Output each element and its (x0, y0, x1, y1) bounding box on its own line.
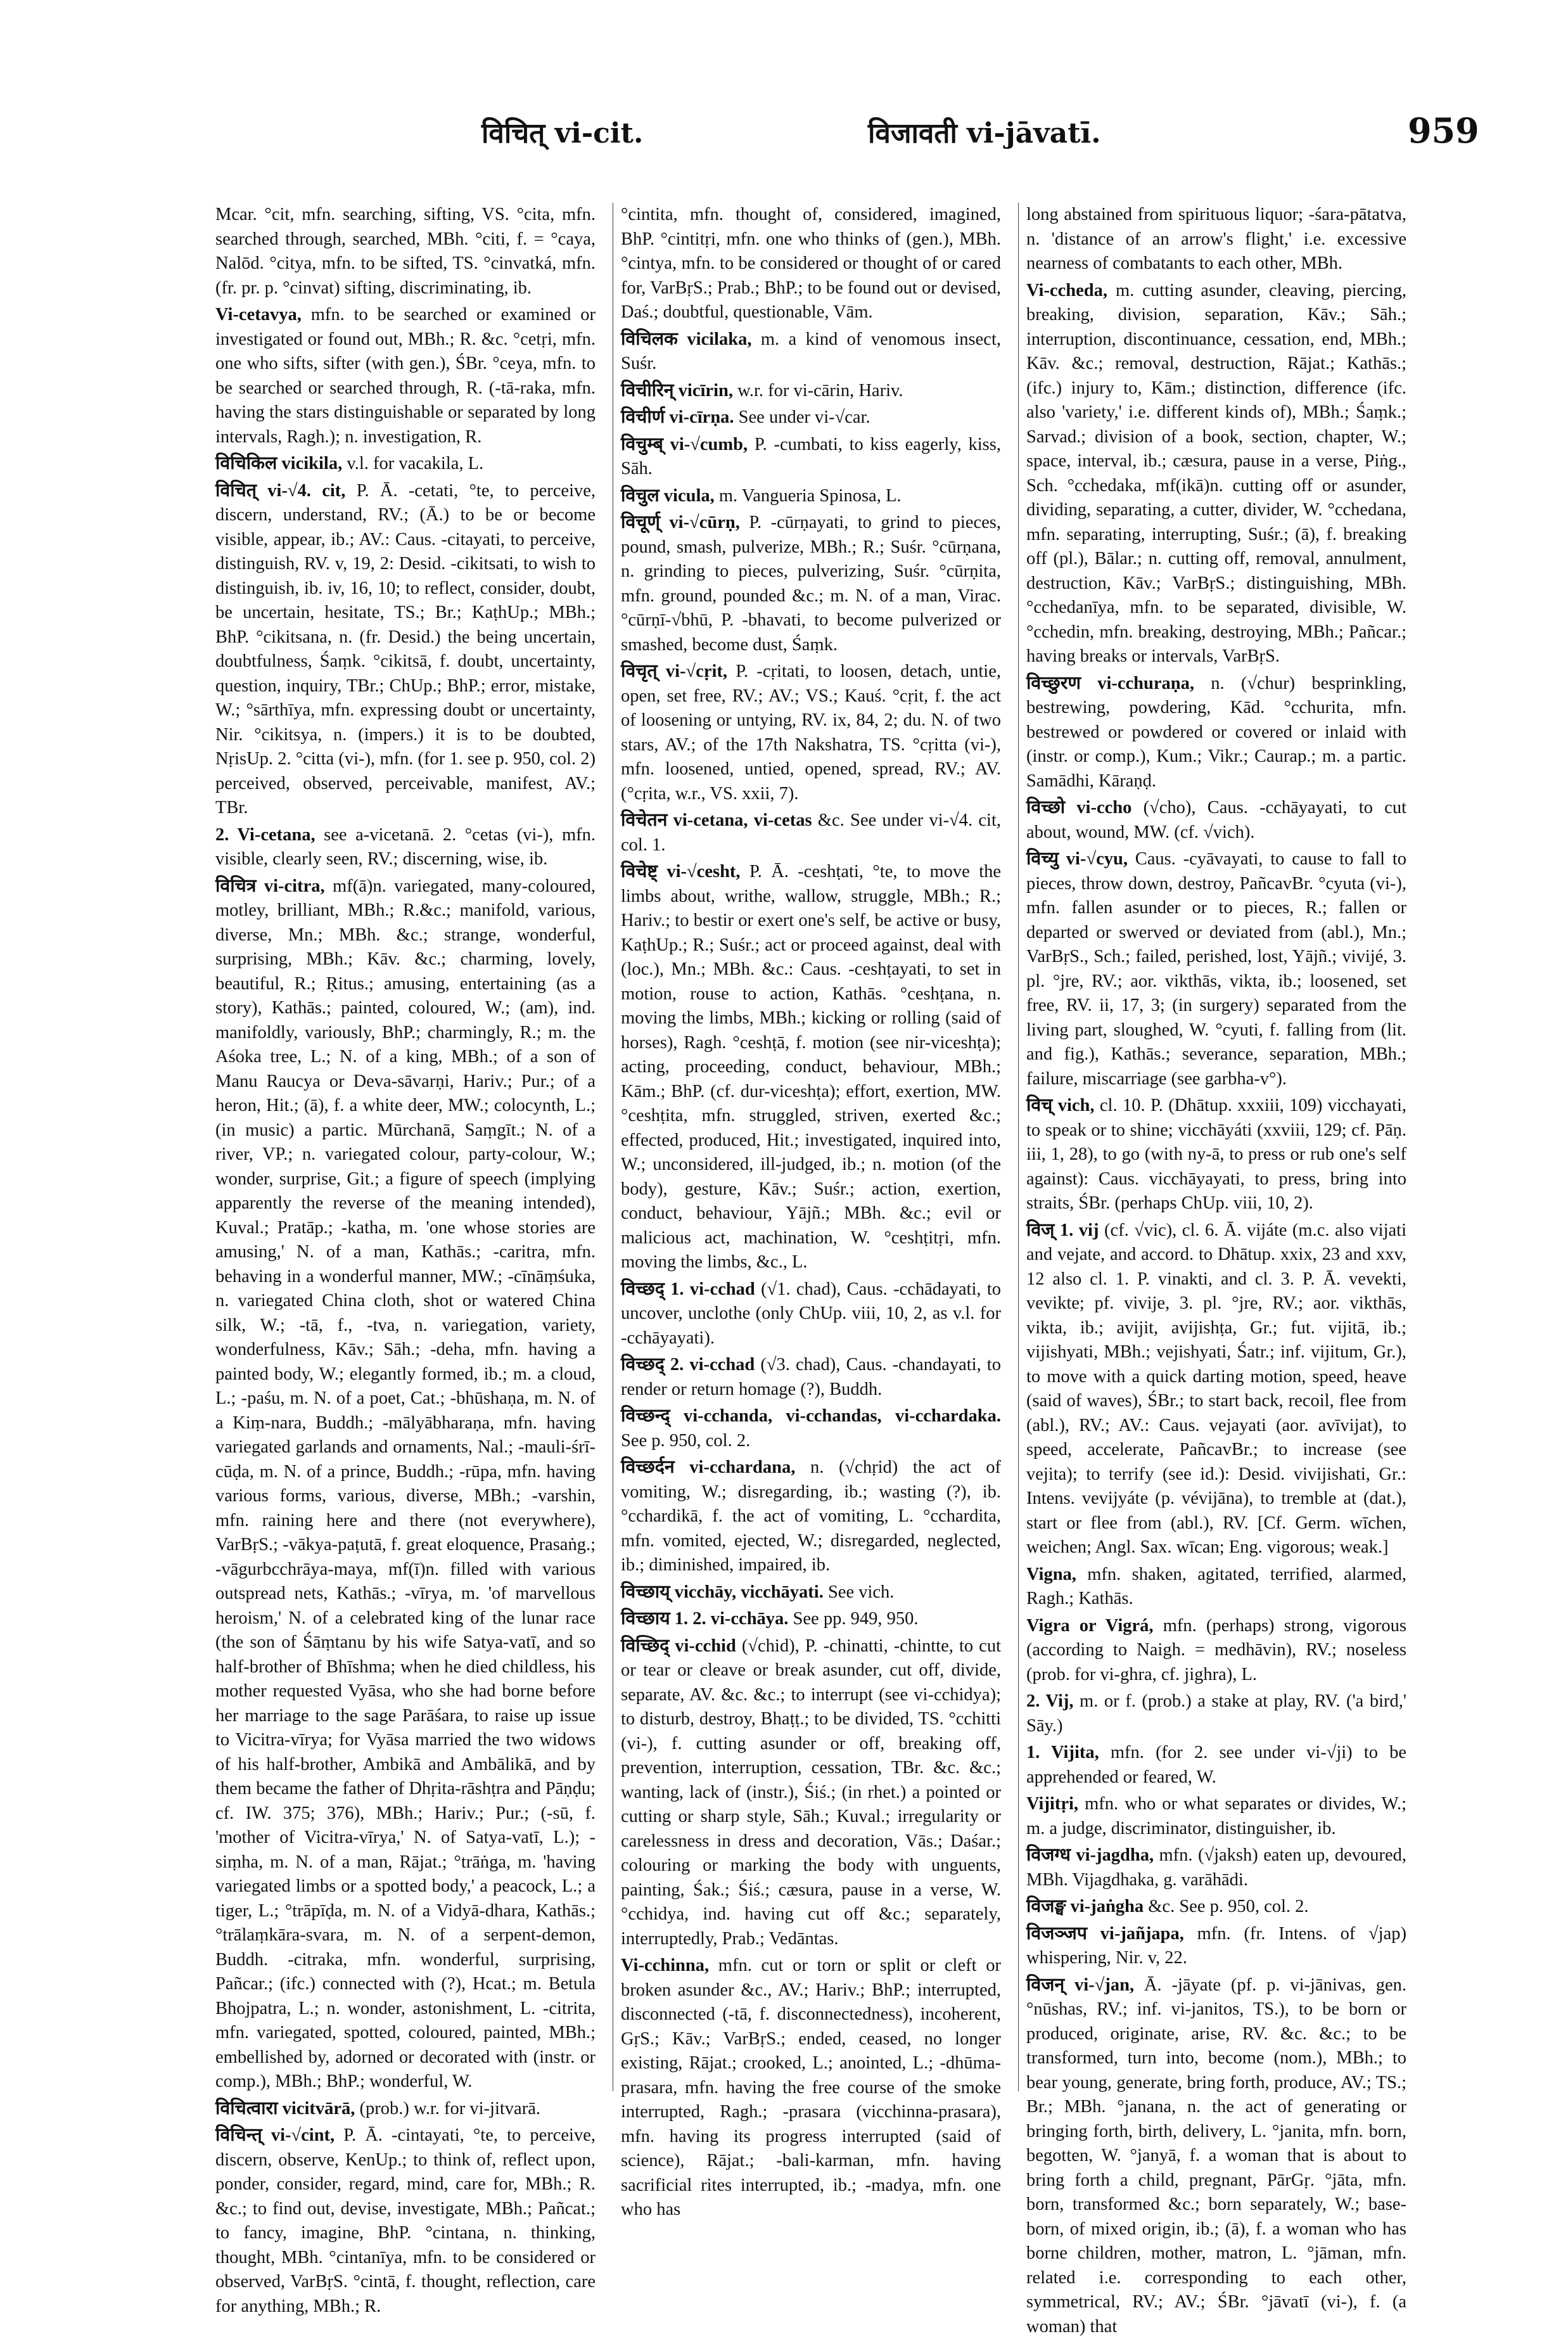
dictionary-entry (621, 511, 1001, 657)
dictionary-entry (1026, 279, 1406, 669)
entry-definition: (√chid), P. -chinatti, -chintte, to cut or tear or cleave or break asunder, cut off, divide, separate, AV. &c. &c.; to interrupt (see vi-cchidya); to disturb, destroy, Bhaṭṭ.; to be divided, TS. °cchitti (vi-), f. cutting asunder or off, breaking off, prevention, interruption, cessation, TBr. &c. &c.; wanting, lack of (instr.), Śiś.; (in rhet.) a pointed or cutting or sharp style, Sāh.; Kuval.; irregularity or carelessness in dress and decoration, Vās.; Daśar.; colouring or marking the body with unguents, painting, Śak.; Śiś.; cæsura, pause in a verse, W. °cchidya, ind. having cut off &c.; separately, interruptedly, Prab.; Vedāntas. (621, 1636, 1001, 1949)
entry-definition: mfn. to be searched or examined or investigated or found out, MBh.; R. &c. °cetṛi, mfn. one who sifts, sifter (with gen.), ŚBr. °ceya, mfn. to be searched or searched through, R. (-tā-raka, mfn. having the stars distinguishable or separated by long intervals, Ragh.); n. investigation, R. (215, 305, 596, 447)
dictionary-entry (1026, 203, 1406, 276)
dictionary-entry (621, 406, 1001, 430)
entry-definition: mfn. (for 2. see under vi-√ji) to be apprehended or feared, W. (1026, 1743, 1406, 1787)
dictionary-entry (621, 1954, 1001, 2222)
dictionary-entry (215, 2097, 596, 2122)
entry-definition: m. or f. (prob.) a stake at play, RV. ('a bird,' Sāy.) (1026, 1691, 1406, 1736)
entry-headword: Vigna, (1026, 1565, 1076, 1584)
entry-definition: long abstained from spirituous liquor; -śara-pātatva, n. 'distance of an arrow's flight,' i.e. excessive nearness of combatants to each other, MBh. (1026, 205, 1406, 273)
dictionary-entry (621, 328, 1001, 376)
entry-definition: (√1. chad), Caus. -cchādayati, to uncover, unclothe (only ChUp. viii, 10, 2, as v.l. for -cchāyayati). (621, 1279, 1001, 1348)
entry-headword: विचेष्ट् vi-√cesht, (621, 862, 741, 881)
entry-definition: P. Ā. -ceshṭati, °te, to move the limbs about, writhe, wallow, struggle, MBh.; R.; Hariv.; to bestir or exert one's self, be active or busy, KaṭhUp.; R.; Suśr.; act or proceed against, deal with (loc.), Mn.; MBh. &c.: Caus. -ceshṭayati, to set in motion, rouse to action, Kathās. °ceshṭana, n. moving the limbs, MBh.; kicking or rolling (said of horses), Ragh. °ceshṭā, f. motion (see nir-viceshṭa); acting, proceeding, conduct, behaviour, MBh.; Kām.; BhP. (cf. dur-viceshṭa); effort, exertion, MW. °ceshṭita, mfn. struggled, striven, exerted &c.; effected, produced, Hit.; investigated, inquired into, W.; unconsidered, ill-judged, ib.; n. motion (of the body), gesture, Kāv.; Suśr.; action, exertion, conduct, behaviour, Yājñ.; MBh. &c.; evil or malicious act, machination, W. °ceshṭitṛi, mfn. moving the limbs, &c., L. (621, 862, 1001, 1272)
entry-headword: विच्छर्दन vi-cchardana, (621, 1458, 795, 1477)
dictionary-entry (1026, 1741, 1406, 1790)
entry-definition: (prob.) w.r. for vi-jitvarā. (360, 2099, 540, 2118)
entry-headword: विजङ्घ vi-jaṅgha (1026, 1897, 1144, 1916)
dictionary-entry (215, 303, 596, 449)
entry-headword: विचीरिन् vicīrin, (621, 381, 733, 401)
entry-definition: Mcar. °cit, mfn. searching, sifting, VS. °cita, mfn. searched through, searched, MBh. °citi, f. = °caya, Nalōd. °citya, mfn. to be sifted, TS. °cinvatká, mfn. (fr. pr. p. °cinvat) sifting, discriminating, ib. (215, 205, 596, 298)
entry-headword: विचिकिल vicikila, (215, 454, 342, 473)
entry-headword: विचुम्ब् vi-√cumb, (621, 435, 748, 454)
entry-definition: mf(ā)n. variegated, many-coloured, motley, brilliant, MBh.; R.&c.; manifold, various, diverse, Mn.; MBh. &c.; strange, wonderful, surprising, MBh.; Kāv. &c.; charming, lovely, beautiful, R.; Ṛitus.; amusing, entertaining (as a story), Kathās.; painted, coloured, W.; (am), ind. manifoldly, variously, BhP.; charmingly, R.; m. the Aśoka tree, L.; N. of a king, MBh.; of a son of Manu Raucya or Deva-sāvarṇi, Hariv.; Pur.; of a heron, Hit.; (ā), f. a white deer, MW.; colocynth, L.; (in music) a partic. Mūrchanā, Saṃgīt.; N. of a river, VP.; n. variegated colour, party-colour, W.; wonder, surprise, Git.; a figure of speech (implying apparently the reverse of the meaning intended), Kuval.; Pratāp.; -katha, m. 'one whose stories are amusing,' N. of a man, Kathās.; -caritra, mfn. behaving in a wonderful manner, MW.; -cīnāṃśuka, n. variegated China cloth, shot or watered China silk, W.; -tā, f., -tva, n. variegation, variety, wonderfulness, Kāv.; Sāh.; -deha, mfn. having a painted body, W.; elegantly formed, ib.; m. a cloud, L.; -paśu, m. N. of a poet, Cat.; -bhūshaṇa, m. N. of a Kiṃ-nara, Buddh.; -mālyābharaṇa, mfn. having variegated garlands and ornaments, Nal.; -mauli-śrī-cūḍa, m. N. of a prince, Buddh.; -rūpa, mfn. having various forms, various, diverse, MBh.; -varshin, mfn. raining here and there (not everywhere), VarBṛS.; -vākya-paṭutā, f. great eloquence, Prasaṅg.; -vāgurbcchrāya-maya, mf(ī)n. filled with various outspread nets, Kathās.; -vīrya, m. 'of marvellous heroism,' N. of a celebrated king of the lunar race (the son of Śāṃtanu by his wife Satya-vatī, and so half-brother of Bhīshma; when he died childless, his mother requested Vyāsa, who she had borne before her marriage to the sage Parāśara, to raise up issue to Vicitra-vīrya; for Vyāsa married the two widows of his half-brother, Ambikā and Ambālikā, and by them became the father of Dhṛita-rāshṭra and Pāṇḍu; cf. IW. 375; 376), MBh.; Hariv.; Pur.; (-sū, f. 'mother of Vicitra-vīrya,' N. of Satya-vatī, L.); -siṃha, m. N. of a man, Rājat.; °trāṅga, m. 'having variegated limbs or a spotted body,' a peacock, L.; a tiger, L.; °trāpīḍa, m. N. of a Vidyā-dhara, Kathās.; °trālaṃkāra-svara, m. N. of a serpent-demon, Buddh. -citraka, mfn. wonderful, surprising, Pañcar.; (ifc.) connected with (?), Hcat.; m. Betula Bhojpatra, L.; n. wonder, astonishment, L. -citrita, mfn. variegated, spotted, coloured, painted, MBh.; embellished by, adorned or decorated with (instr. or comp.), MBh.; BhP.; wonderful, W. (215, 876, 596, 2092)
entry-headword: विचृत् vi-√cṛit, (621, 662, 727, 681)
entry-definition: &c. See under vi-√4. cit, col. 1. (621, 811, 1001, 855)
entry-definition: n. (√chur) besprinkling, bestrewing, powdering, Kād. °cchurita, mfn. bestrewed or powdered or covered or inlaid with (instr. or comp.), Kum.; Vikr.; Caurap.; m. a partic. Samādhi, Kāraṇḍ. (1026, 674, 1406, 791)
entry-definition: mfn. (fr. Intens. of √jap) whispering, Nir. v, 22. (1026, 1924, 1406, 1968)
entry-headword: विचित् vi-√4. cit, (215, 481, 345, 501)
entry-headword: Vi-cetavya, (215, 305, 302, 324)
page-header (0, 95, 1568, 152)
entry-definition: °cintita, mfn. thought of, considered, imagined, BhP. °cintitṛi, mfn. one who thinks of (gen.), MBh. °cintya, mfn. to be considered or thought of or cared for, VarBṛS.; Prab.; BhP.; to be found out or devised, Daś.; doubtful, questionable, Vām. (621, 205, 1001, 322)
dictionary-entry (1026, 1843, 1406, 1892)
column-1 (215, 203, 596, 2104)
entry-headword: विचुल vicula, (621, 486, 715, 506)
dictionary-entry (621, 809, 1001, 857)
dictionary-entry (621, 1404, 1001, 1453)
dictionary-entry (1026, 672, 1406, 794)
entry-definition: see a-vicetanā. 2. °cetas (vi-), mfn. visible, clearly seen, RV.; discerning, wise, ib. (215, 825, 596, 869)
entry-headword: विच्छो vi-ccho (1026, 798, 1131, 817)
entry-headword: विच्छद् 1. vi-cchad (621, 1279, 755, 1299)
header-left-guideword: विचित् vi-cit. (481, 113, 643, 151)
entry-definition: mfn. (√jaksh) eaten up, devoured, MBh. Vijagdhaka, g. varāhādi. (1026, 1845, 1406, 1890)
entry-headword: विचूर्ण् vi-√cūrṇ, (621, 513, 740, 532)
dictionary-entry (1026, 1563, 1406, 1612)
entry-headword: विच् vich, (1026, 1096, 1095, 1115)
dictionary-entry (215, 823, 596, 872)
entry-definition: Ā. -jāyate (pf. p. vi-jānivas, gen. °nūshas, RV.; inf. vi-janitos, TS.), to be born or produced, originate, arise, RV. &c. &c.; to be transformed, turn into, become (nom.), MBh.; to bear young, generate, bring forth, produce, AV.; TS.; Br.; MBh. °janana, n. the act of generating or bringing forth, birth, delivery, L. °janita, mfn. born, begotten, W. °janyā, f. a woman that is about to bring forth a child, pregnant, PārGṛ. °jāta, mfn. born, transformed &c.; born separately, W.; base-born, of mixed origin, ib.; (ā), f. a woman who has borne children, mother, matron, L. °jāman, mfn. related i.e. corresponding to each other, symmetrical, RV.; AV.; ŚBr. °jāvatī (vi-), f. (a woman) that (1026, 1975, 1406, 2336)
dictionary-entry (621, 660, 1001, 806)
dictionary-entry (215, 2124, 596, 2319)
dictionary-entry (621, 433, 1001, 482)
entry-headword: विचित्र vi-citra, (215, 876, 325, 896)
entry-definition: See under vi-√car. (739, 407, 870, 427)
entry-headword: Vigra or Vigrá, (1026, 1616, 1154, 1636)
entry-definition: P. -cṛitati, to loosen, detach, untie, open, set free, RV.; AV.; VS.; Kauś. °cṛit, f. the act of loosening or untying, RV. ix, 84, 2; du. N. of two stars, AV.; of the 17th Nakshatra, TS. °cṛitta (vi-), mfn. loosened, untied, opened, spread, RV.; AV. (°cṛita, w.r., VS. xxii, 7). (621, 662, 1001, 804)
entry-definition: See pp. 949, 950. (793, 1609, 919, 1629)
entry-definition: v.l. for vacakila, L. (347, 454, 483, 473)
dictionary-entry (621, 1353, 1001, 1402)
page-number: 959 (1408, 110, 1479, 151)
dictionary-entry (1026, 1895, 1406, 1919)
entry-definition: cl. 10. P. (Dhātup. xxxiii, 109) vicchayati, to speak or to shine; vicchāyáti (xxviii, 129; cf. Pāṇ. iii, 1, 28), to go (with ny-ā, to press or rub one's self against): Caus. vicchāyayati, to press, bring into straits, ŚBr. (perhaps ChUp. viii, 10, 2). (1026, 1096, 1406, 1213)
entry-definition: (cf. √vic), cl. 6. Ā. vijáte (m.c. also vijati and vejate, and accord. to Dhātup. xxix, 23 and xxv, 12 also cl. 1. P. vinakti, and cl. 3. P. Ā. vevekti, vevikte; pf. vivije, 3. pl. °jre, RV.; aor. vikthās, vikta, ib.; avijit, avijishṭa, Gr.; fut. vijitā, ib.; vijishyati, MBh.; vejishyati, Śatr.; inf. vijitum, Gr.), to move with a quick darting motion, speed, heave (said of waves), ŚBr.; to start back, recoil, flee from (abl.), RV.; AV.: Caus. vejayati (aor. avīvijat), to speed, accelerate, PañcavBr.; to increase (see vejita); to terrify (see id.): Desid. vivijishati, Gr.: Intens. vevijyáte (p. vévijāna), to tremble at (dat.), start or flee from (abl.), RV. [Cf. Germ. wīchen, weichen; Angl. Sax. wīcan; Eng. vigorous; weak.] (1026, 1221, 1406, 1558)
entry-headword: विच्छन्द् vi-cchanda, vi-cchandas, vi-cchardaka. (621, 1406, 1001, 1426)
dictionary-entry (1026, 1922, 1406, 1971)
entry-definition: P. -cumbati, to kiss eagerly, kiss, Sāh. (621, 435, 1001, 479)
entry-definition: Caus. -cyāvayati, to cause to fall to pieces, throw down, destroy, PañcavBr. °cyuta (vi-), mfn. fallen asunder or to pieces, R.; fallen or departed or swerved or deviated from (abl.), Mn.; VarBṛS., Sch.; failed, perished, lost, Yājñ.; vivijé, 3. pl. °jre, RV.; aor. vikthās, vikta, ib.; loosened, set free, RV. ii, 17, 3; (in surgery) separated from the living part, sloughed, W. °cyuti, f. falling from (lit. and fig.), Kathās.; severance, separation, MBh.; failure, miscarriage (see garbha-v°). (1026, 849, 1406, 1089)
entry-definition: m. cutting asunder, cleaving, piercing, breaking, division, separation, Kāv.; Sāh.; interruption, discontinuance, cessation, end, MBh.; Kāv. &c.; removal, destruction, Rājat.; Kathās.; (ifc.) injury to, Kām.; distinction, difference (ifc. also 'variety,' i.e. different kinds of), MBh.; Śaṃk.; Sarvad.; division of a book, section, chapter, W.; space, interval, ib.; cæsura, pause in a verse, Piṅg., Sch. °cchedaka, mf(ikā)n. cutting off or asunder, dividing, separating, a cutter, divider, W. °cchedana, mfn. separating, interrupting, Suśr.; (ā), f. breaking off (pl.), Bālar.; n. cutting off, removal, annulment, destruction, Kāv.; VarBṛS.; distinguishing, MBh. °cchedanīya, mfn. to be separated, divisible, W. °cchedin, mfn. breaking, destroying, MBh.; Pañcar.; having breaks or intervals, VarBṛS. (1026, 281, 1406, 667)
dictionary-entry (621, 860, 1001, 1275)
header-right-guideword: विजावती vi-jāvatī. (868, 113, 1101, 151)
entry-headword: विचीर्ण vi-cīrṇa. (621, 407, 734, 427)
entry-headword: 2. Vij, (1026, 1691, 1073, 1711)
entry-headword: विच्छाय 1. 2. vi-cchāya. (621, 1609, 788, 1629)
dictionary-entry (1026, 796, 1406, 845)
dictionary-entry (1026, 1094, 1406, 1216)
entry-definition: n. (√chṛid) the act of vomiting, W.; disregarding, ib.; wasting (?), ib. °cchardikā, f. the act of vomiting, L. °cchardita, mfn. vomited, ejected, W.; disregarded, neglected, ib.; diminished, impaired, ib. (621, 1458, 1001, 1575)
dictionary-entry (621, 1456, 1001, 1578)
entry-headword: विचित्वारा vicitvārā, (215, 2099, 355, 2118)
entry-headword: 1. Vijita, (1026, 1743, 1099, 1762)
entry-definition: mfn. shaken, agitated, terrified, alarmed, Ragh.; Kathās. (1026, 1565, 1406, 1609)
dictionary-entry (1026, 1689, 1406, 1738)
dictionary-entry (621, 203, 1001, 325)
column-2 (621, 203, 1001, 2104)
entry-definition: See vich. (828, 1582, 894, 1602)
entry-headword: विच्छिद् vi-cchid (621, 1636, 736, 1656)
dictionary-entry (1026, 1614, 1406, 1688)
dictionary-entry (621, 379, 1001, 404)
entry-headword: Vijitṛi, (1026, 1794, 1078, 1814)
entry-headword: Vi-cchinna, (621, 1956, 709, 1975)
dictionary-entry (1026, 1973, 1406, 2339)
entry-headword: विच्यु vi-√cyu, (1026, 849, 1128, 869)
entry-headword: विच्छाय् vicchāy, vicchāyati. (621, 1582, 824, 1602)
entry-definition: See p. 950, col. 2. (621, 1431, 750, 1451)
entry-definition: mfn. (perhaps) strong, vigorous (according to Naigh. = medhāvin), RV.; noseless (prob. for vi-ghra, cf. jighra), L. (1026, 1616, 1406, 1684)
entry-definition: (√cho), Caus. -cchāyayati, to cut about, wound, MW. (cf. √vich). (1026, 798, 1406, 842)
dictionary-entry (1026, 1792, 1406, 1841)
entry-headword: विजग्ध vi-jagdha, (1026, 1845, 1154, 1865)
dictionary-entry (621, 484, 1001, 509)
entry-headword: विज् 1. vij (1026, 1221, 1099, 1240)
entry-definition: m. Vangueria Spinosa, L. (719, 486, 902, 506)
entry-definition: mfn. cut or torn or split or cleft or broken asunder &c., AV.; Hariv.; BhP.; interrupted, disconnected (-tā, f. disconnectedness), incoherent, GṛS.; Kāv.; VarBṛS.; ended, ceased, no longer existing, Rājat.; crooked, L.; anointed, L.; -dhūma-prasara, mfn. having the free course of the smoke interrupted, Ragh.; -prasara (vicchinna-prasara), mfn. having its progress interrupted (said of science), Rājat.; -bali-karman, mfn. having sacrificial rites interrupted, ib.; -madya, mfn. one who has (621, 1956, 1001, 2219)
entry-definition: &c. See p. 950, col. 2. (1148, 1897, 1308, 1916)
dictionary-entry (621, 1278, 1001, 1351)
column-3 (1026, 203, 1406, 2104)
entry-headword: विच्छुरण vi-cchuraṇa, (1026, 674, 1194, 693)
entry-definition: m. a kind of venomous insect, Suśr. (621, 330, 1001, 374)
entry-headword: विजञ्जप vi-jañjapa, (1026, 1924, 1184, 1944)
entry-definition: P. Ā. -cintayati, °te, to perceive, discern, observe, KenUp.; to think of, reflect upon, ponder, consider, regard, mind, care for, MBh.; R. &c.; to find out, devise, investigate, MBh.; Pañcat.; to fancy, imagine, BhP. °cintana, n. thinking, thought, MBh. °cintanīya, mfn. to be considered or observed, VarBṛS. °cintā, f. thought, reflection, care for anything, MBh.; R. (215, 2125, 596, 2316)
entry-definition: P. Ā. -cetati, °te, to perceive, discern, understand, RV.; (Ā.) to be or become visible, appear, ib.; AV.: Caus. -citayati, to perceive, distinguish, RV. v, 19, 2: Desid. -cikitsati, to wish to distinguish, ib. iv, 16, 10; to reflect, consider, doubt, be uncertain, hesitate, TS.; Br.; KaṭhUp.; MBh.; BhP. °cikitsana, n. (fr. Desid.) the being uncertain, doubtfulness, Śaṃk. °cikitsā, f. doubt, uncertainty, question, inquiry, TBr.; ChUp.; BhP.; error, mistake, W.; °sārthīya, mfn. expressing doubt or uncertainty, Nir. °cikitsya, n. (impers.) it is to be doubted, NṛisUp. 2. °citta (vi-), mfn. (for 1. see p. 950, col. 2) perceived, observed, perceivable, manifest, AV.; TBr. (215, 481, 596, 818)
dictionary-entry (215, 875, 596, 2094)
dictionary-entry (621, 1634, 1001, 1952)
dictionary-entry (621, 1580, 1001, 1605)
entry-headword: Vi-ccheda, (1026, 281, 1107, 300)
entry-headword: 2. Vi-cetana, (215, 825, 316, 845)
dictionary-entry (1026, 1219, 1406, 1560)
dictionary-entry (1026, 847, 1406, 1091)
dictionary-columns (215, 203, 1406, 2104)
entry-headword: विचिलक vicilaka, (621, 330, 751, 349)
entry-definition: mfn. who or what separates or divides, W.; m. a judge, discriminator, distinguisher, ib. (1026, 1794, 1406, 1838)
dictionary-entry (215, 479, 596, 821)
dictionary-entry (621, 1607, 1001, 1632)
entry-headword: विच्छद् 2. vi-cchad (621, 1355, 755, 1375)
entry-definition: (√3. chad), Caus. -chandayati, to render or return homage (?), Buddh. (621, 1355, 1001, 1399)
entry-definition: w.r. for vi-cārin, Hariv. (737, 381, 903, 401)
dictionary-entry (215, 203, 596, 300)
entry-headword: विचिन्त् vi-√cint, (215, 2125, 335, 2145)
entry-headword: विचेतन vi-cetana, vi-cetas (621, 811, 812, 830)
entry-headword: विजन् vi-√jan, (1026, 1975, 1134, 1995)
dictionary-entry (215, 452, 596, 477)
entry-definition: P. -cūrṇayati, to grind to pieces, pound, smash, pulverize, MBh.; R.; Suśr. °cūrṇana, n. grinding to pieces, pulverizing, Suśr. °cūrṇita, mfn. ground, pounded &c.; m. N. of a man, Virac. °cūrṇī-√bhū, P. -bhavati, to become pulverized or smashed, become dust, Śaṃk. (621, 513, 1001, 655)
